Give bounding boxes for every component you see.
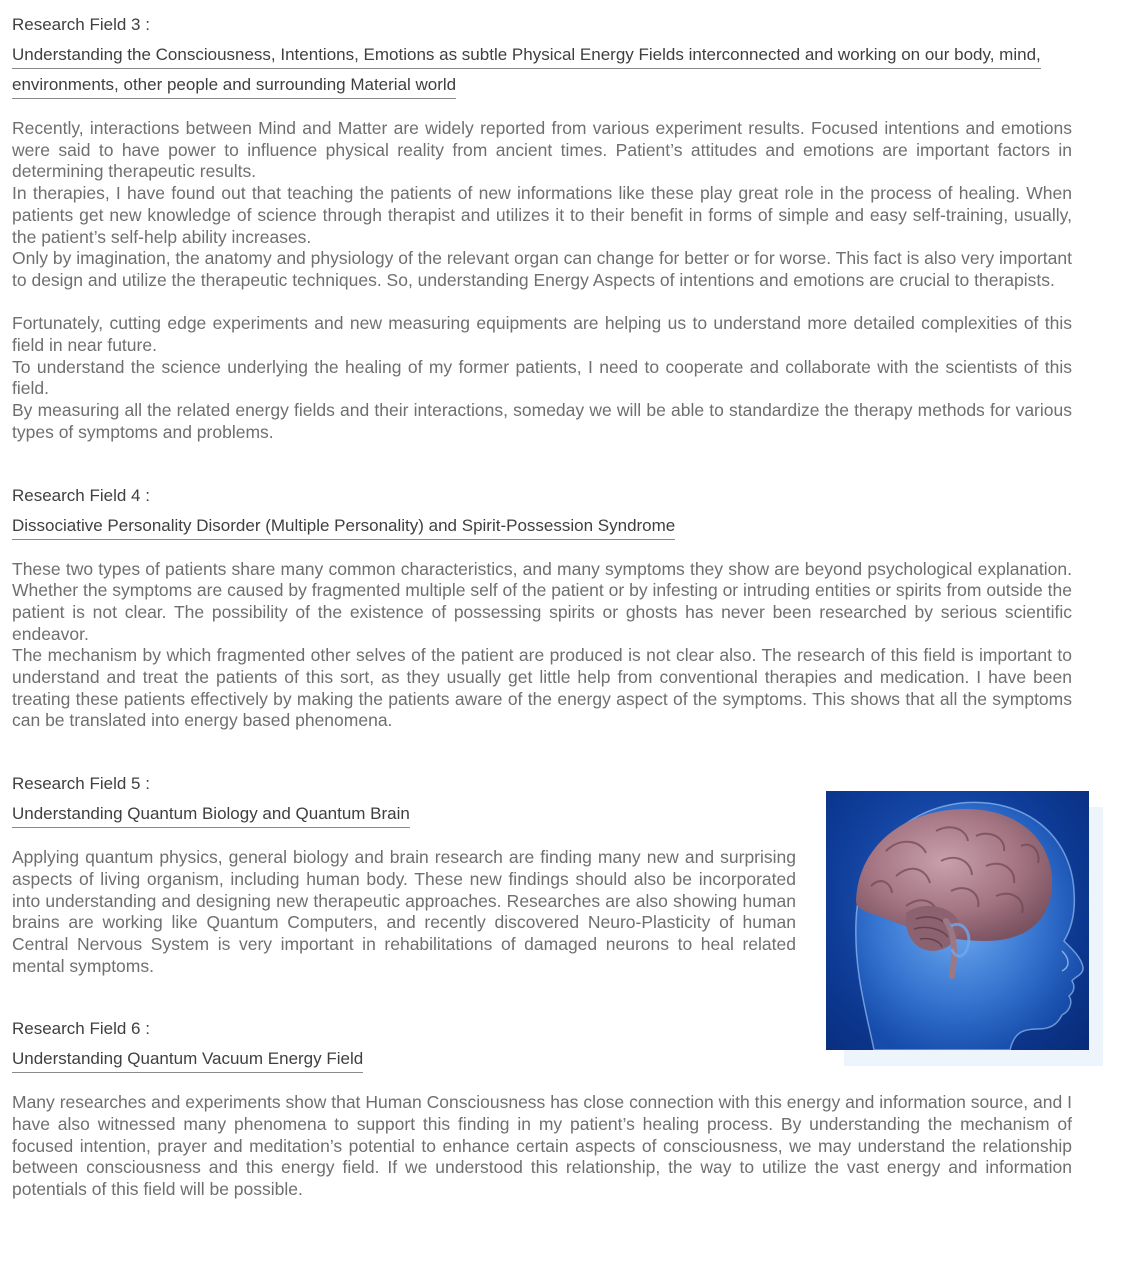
research-field-6-title-text: Understanding Quantum Vacuum Energy Field <box>12 1049 363 1073</box>
research-field-5-section <box>12 769 1072 977</box>
paragraph: Only by imagination, the anatomy and physiology of the relevant organ can change for better or for worse. This fact is also very important to design and utilize the therapeutic techniques. So, understanding Energy Aspects of intentions and emotions are crucial to therapists. <box>12 248 1072 290</box>
research-field-3-title <box>12 40 1072 100</box>
research-field-5-body <box>12 847 796 977</box>
paragraph: Fortunately, cutting edge experiments and new measuring equipments are helping us to understand more detailed complexities of this field in near future. <box>12 313 1072 356</box>
research-field-4-body <box>12 559 1072 733</box>
research-field-6-title <box>12 1044 1072 1074</box>
research-field-4-title-text: Dissociative Personality Disorder (Multiple Personality) and Spirit-Possession Syndrome <box>12 516 675 540</box>
research-field-5-label: Research Field 5 : <box>12 774 150 794</box>
research-field-3-body <box>12 118 1072 444</box>
paragraph: In therapies, I have found out that teaching the patients of new informations like these play great role in the process of healing. When patients get new knowledge of science through therapist and utilizes it to their benefit in forms of simple and easy self-training, usually, the patient’s self-help ability increases. <box>12 183 1072 247</box>
research-fields-document <box>12 10 1072 1201</box>
paragraph: To understand the science underlying the healing of my former patients, I need to cooperate and collaborate with the scientists of this field. <box>12 356 1072 399</box>
paragraph: Many researches and experiments show that Human Consciousness has close connection with this energy and information source, and I have also witnessed many phenomena to support this finding in my patient’s healing process. By understanding the mechanism of focused intention, prayer and meditation’s potential to enhance certain aspects of consciousness, we may understand the relationship between consciousness and this energy field. If we understood this relationship, the way to utilize the vast energy and information potentials of this field will be possible. <box>12 1092 1072 1200</box>
paragraph: The mechanism by which fragmented other selves of the patient are produced is not clear also. The research of this field is important to understand and treat the patients of this sort, as they usually get little help from conventional therapies and medication. I have been treating these patients effectively by making the patients aware of the energy aspect of the symptoms. This shows that all the symptoms can be translated into energy based phenomena. <box>12 645 1072 731</box>
paragraph: By measuring all the related energy fields and their interactions, someday we will be able to standardize the therapy methods for various types of symptoms and problems. <box>12 400 1072 442</box>
research-field-5-title-text: Understanding Quantum Biology and Quantum Brain <box>12 804 410 828</box>
research-field-6-label: Research Field 6 : <box>12 1019 150 1039</box>
research-field-3-title-text: Understanding the Consciousness, Intentions, Emotions as subtle Physical Energy Fields interconnected and working on our body, mind, environments, other people and surrounding Material world <box>12 45 1041 99</box>
paragraph: Recently, interactions between Mind and Matter are widely reported from various experiment results. Focused intentions and emotions were said to have power to influence physical reality from ancient times. Patient’s attitudes and emotions are important factors in determining therapeutic results. <box>12 118 1072 182</box>
paragraph: Applying quantum physics, general biology and brain research are finding many new and surprising aspects of living organism, including human body. These new findings should also be incorporated into understanding and designing new therapeutic approaches. Researches are also showing human brains are working like Quantum Computers, and recently discovered Neuro-Plasticity of human Central Nervous System is very important in rehabilitations of damaged neurons to heal related mental symptoms. <box>12 847 796 976</box>
paragraph: These two types of patients share many common characteristics, and many symptoms they show are beyond psychological explanation. Whether the symptoms are caused by fragmented multiple self of the patient or by infesting or intruding entities or spirits from outside the patient is not clear. The possibility of the existence of possessing spirits or ghosts has never been researched by serious scientific endeavor. <box>12 558 1072 644</box>
research-field-4-section <box>12 481 1072 733</box>
research-field-3-label: Research Field 3 : <box>12 15 150 34</box>
research-field-3-section <box>12 10 1072 444</box>
research-field-5-title <box>12 799 1072 829</box>
research-field-6-section <box>12 1014 1072 1201</box>
research-field-4-label: Research Field 4 : <box>12 485 150 505</box>
paragraph-gap <box>12 292 1072 314</box>
research-field-6-body <box>12 1092 1072 1201</box>
research-field-4-title <box>12 511 1072 541</box>
